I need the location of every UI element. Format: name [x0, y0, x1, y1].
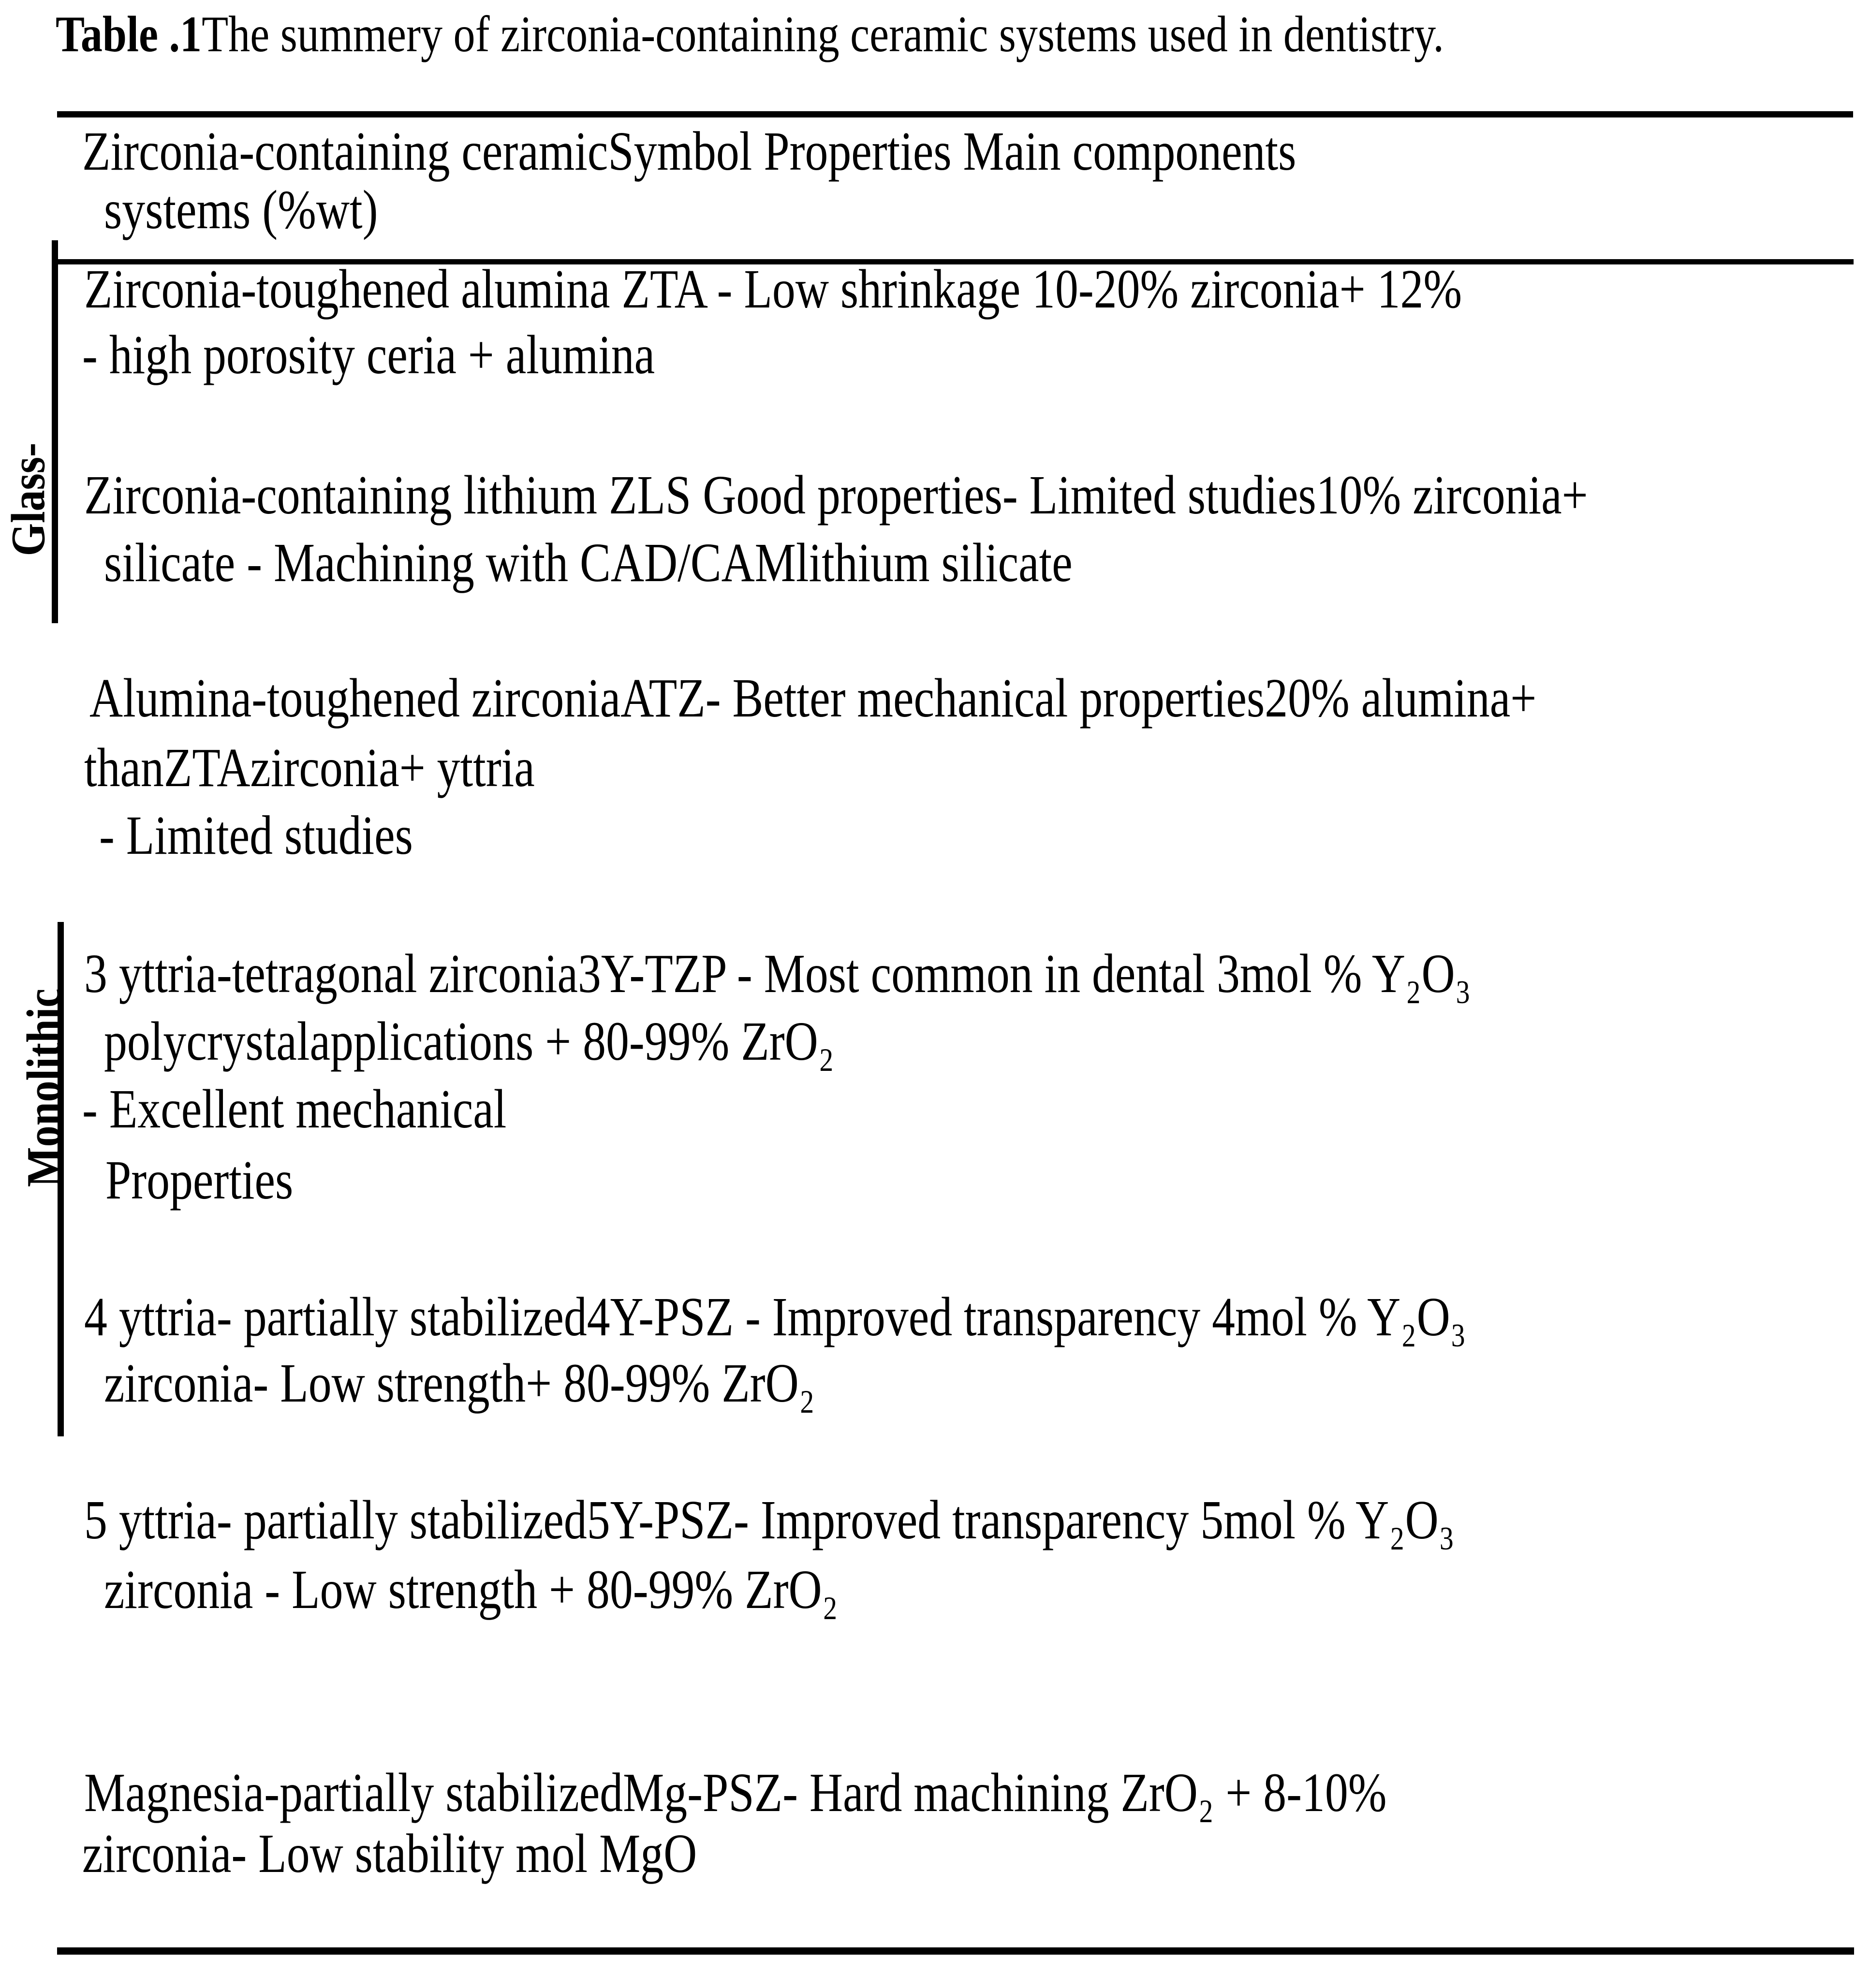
glass-group-label: Glass- — [1, 442, 55, 556]
row-3ytzp-line-2: polycrystalapplications + 80-99% ZrO₂ — [104, 1010, 835, 1072]
row-3ytzp-line-4: Properties — [105, 1149, 294, 1211]
row-5ypsz-line-1: 5 yttria- partially stabilized5Y-PSZ- Improved transparency 5mol % Y₂O₃ — [84, 1489, 1455, 1550]
top-rule — [57, 111, 1853, 117]
header-line-2: systems (%wt) — [104, 179, 378, 240]
row-zls-line-2: silicate - Machining with CAD/CAMlithium silicate — [104, 532, 1073, 593]
bottom-rule — [57, 1947, 1854, 1955]
row-zta-line-2: - high porosity ceria + alumina — [82, 324, 655, 385]
row-zls-line-1: Zirconia-containing lithium ZLS Good properties- Limited studies10% zirconia+ — [84, 464, 1588, 526]
row-atz-line-1: Alumina-toughened zirconiaATZ- Better mechanical properties20% alumina+ — [89, 667, 1537, 729]
row-atz-line-2: thanZTAzirconia+ yttria — [84, 737, 535, 798]
glass-group-bar — [52, 240, 58, 623]
row-4ypsz-line-2: zirconia- Low strength+ 80-99% ZrO₂ — [104, 1352, 815, 1414]
row-5ypsz-line-2: zirconia - Low strength + 80-99% ZrO₂ — [104, 1559, 839, 1620]
row-mgpsz-line-2: zirconia- Low stability mol MgO — [82, 1823, 697, 1884]
row-mgpsz-line-1: Magnesia-partially stabilizedMg-PSZ- Hard machining ZrO₂ + 8-10% — [84, 1762, 1387, 1823]
row-3ytzp-line-1: 3 yttria-tetragonal zirconia3Y-TZP - Most common in dental 3mol % Y₂O₃ — [84, 943, 1471, 1004]
row-atz-line-3: - Limited studies — [99, 804, 413, 866]
row-3ytzp-line-3: - Excellent mechanical — [82, 1078, 507, 1140]
monolithic-group-label: Monolithic — [16, 988, 71, 1187]
table-caption — [56, 5, 1444, 64]
header-line-1: Zirconia-containing ceramicSymbol Properties Main components — [82, 120, 1296, 182]
table-caption-number: Table .1 — [56, 6, 202, 62]
table-caption-text: The summery of zirconia-containing ceramic systems used in dentistry. — [202, 6, 1444, 62]
row-zta-line-1: Zirconia-toughened alumina ZTA - Low shrinkage 10-20% zirconia+ 12% — [84, 258, 1462, 320]
row-4ypsz-line-1: 4 yttria- partially stabilized4Y-PSZ - Improved transparency 4mol % Y₂O₃ — [84, 1286, 1467, 1347]
